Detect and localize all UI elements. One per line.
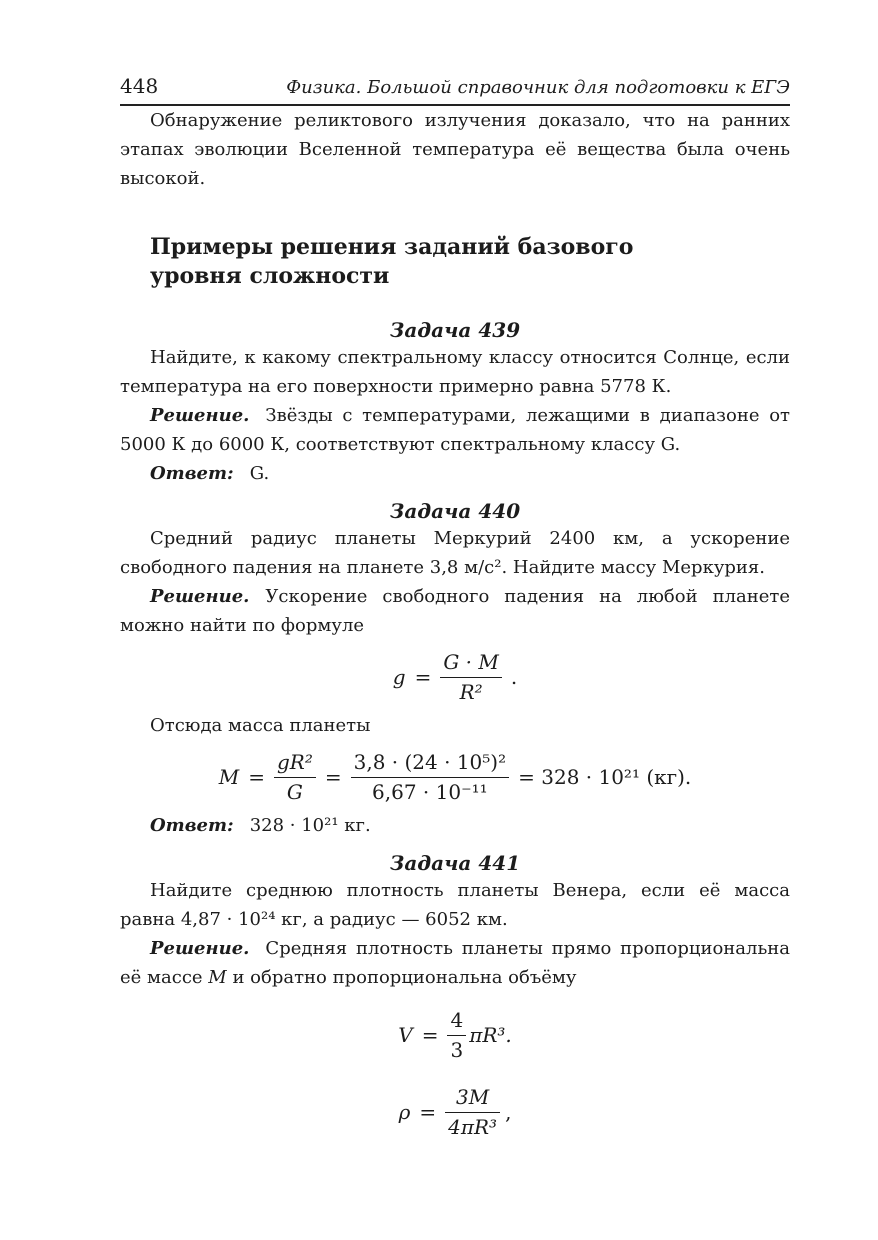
fraction-numerator: G · M bbox=[443, 650, 499, 674]
formula-m-result: = 328 · 10²¹ (кг). bbox=[518, 765, 692, 789]
equals-sign: = bbox=[324, 765, 342, 789]
fraction-denominator: 6,67 · 10⁻¹¹ bbox=[351, 777, 510, 805]
fraction bbox=[351, 750, 510, 805]
task-439-statement: Найдите, к какому спектральному классу относится Солнце, если температура на его поверхности примерно равна 5778 К. bbox=[120, 347, 790, 397]
formula-g-period: . bbox=[510, 665, 518, 689]
fraction bbox=[447, 1008, 466, 1063]
equals-sign: = bbox=[419, 1100, 437, 1124]
fraction-denominator: G bbox=[274, 777, 316, 805]
fraction-numerator: 4 bbox=[450, 1008, 464, 1032]
formula-sphere-volume bbox=[120, 1008, 790, 1063]
task-440-title: Задача 440 bbox=[389, 499, 521, 523]
task-441-statement: Найдите среднюю плотность планеты Венера, если её масса равна 4,87 · 10²⁴ кг, а радиус — 6052 км. bbox=[120, 880, 790, 930]
task-439-answer bbox=[120, 459, 790, 488]
task-440-solution bbox=[120, 582, 790, 640]
fraction-numerator: 3,8 · (24 · 10⁵)² bbox=[353, 750, 507, 774]
fraction-numerator: 3M bbox=[455, 1085, 490, 1109]
formula-v-suffix: πR³. bbox=[469, 1023, 512, 1047]
fraction bbox=[445, 1085, 500, 1140]
page-number: 448 bbox=[120, 74, 159, 98]
answer-label: Ответ: bbox=[150, 815, 234, 836]
answer-label: Ответ: bbox=[150, 463, 234, 484]
formula-rho-comma: , bbox=[505, 1100, 512, 1124]
task-440-statement: Средний радиус планеты Меркурий 2400 км, а ускорение свободного падения на планете 3,8 м/с². Найдите массу Меркурия. bbox=[120, 528, 790, 578]
formula-density bbox=[120, 1085, 790, 1140]
equals-sign: = bbox=[421, 1023, 439, 1047]
formula-m-lhs: M bbox=[218, 765, 240, 789]
task-441-title: Задача 441 bbox=[389, 851, 521, 875]
fraction bbox=[440, 650, 502, 705]
task-441-solution bbox=[120, 934, 790, 992]
fraction-denominator: R² bbox=[440, 677, 502, 705]
task-439-answer-text: G. bbox=[249, 463, 270, 484]
formula-mercury-mass bbox=[120, 750, 790, 805]
mass-variable: M bbox=[208, 967, 227, 988]
running-title: Физика. Большой справочник для подготовки к ЕГЭ bbox=[286, 77, 790, 98]
task-440-solution-text: Ускорение свободного падения на любой планете можно найти по формуле bbox=[120, 586, 790, 636]
formula-gravity-acceleration bbox=[120, 650, 790, 705]
task-441-solution-text-2: и обратно пропорциональна объёму bbox=[226, 967, 577, 988]
fraction-numerator: gR² bbox=[276, 750, 313, 774]
fraction-denominator: 3 bbox=[447, 1035, 466, 1063]
solution-label: Решение. bbox=[150, 405, 250, 426]
formula-rho-lhs: ρ bbox=[398, 1100, 411, 1124]
formula-g-lhs: g bbox=[392, 665, 406, 689]
task-439-title: Задача 439 bbox=[389, 318, 521, 342]
fraction-denominator: 4πR³ bbox=[445, 1112, 500, 1140]
equals-sign: = bbox=[414, 665, 432, 689]
fraction bbox=[274, 750, 316, 805]
task-440-answer bbox=[120, 811, 790, 840]
task-441-solution-text-1: Средняя плотность планеты прямо пропорциональна её массе bbox=[120, 938, 790, 988]
solution-label: Решение. bbox=[150, 938, 250, 959]
task-440-answer-text: 328 · 10²¹ кг. bbox=[249, 815, 371, 836]
task-440-mass-intro: Отсюда масса планеты bbox=[150, 715, 371, 736]
section-heading: Примеры решения заданий базового уровня сложности bbox=[150, 234, 634, 289]
intro-paragraph: Обнаружение реликтового излучения доказало, что на ранних этапах эволюции Вселенной температура её вещества была очень высокой. bbox=[120, 110, 790, 189]
formula-v-lhs: V bbox=[398, 1023, 413, 1047]
page-header bbox=[120, 74, 790, 106]
equals-sign: = bbox=[248, 765, 265, 789]
task-439-solution-text: Звёзды с температурами, лежащими в диапазоне от 5000 К до 6000 К, соответствуют спектральному классу G. bbox=[120, 405, 790, 455]
solution-label: Решение. bbox=[150, 586, 250, 607]
task-439-solution bbox=[120, 401, 790, 459]
